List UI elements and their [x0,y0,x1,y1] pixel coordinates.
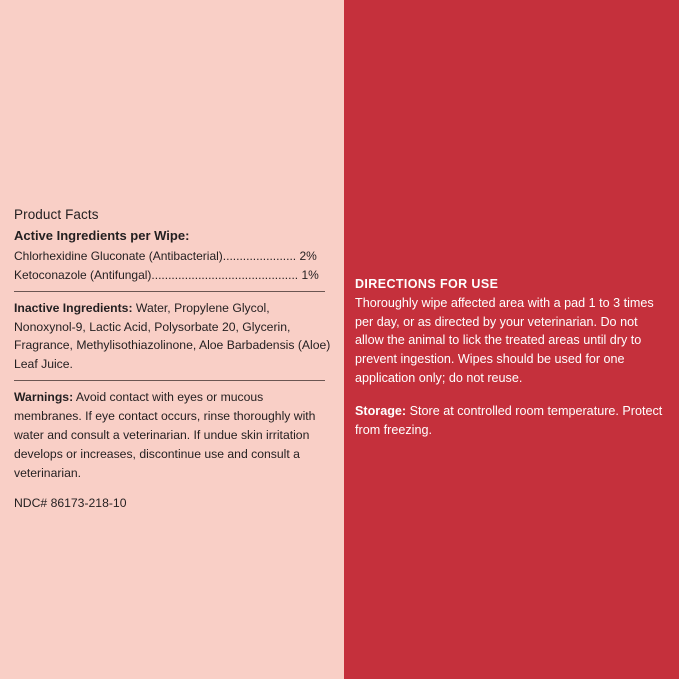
divider-rule [14,291,325,292]
active-ingredient-item: Ketoconazole (Antifungal)............................................ 1% [14,267,319,282]
left-panel-content [14,205,332,510]
divider-rule [14,380,325,381]
storage-text: Store at controlled room temperature. Protect from freezing. [355,404,663,437]
right-panel-content [355,277,667,439]
storage-block [355,402,667,439]
active-ingredients-heading: Active Ingredients per Wipe: [14,227,190,243]
product-facts-title: Product Facts [14,207,99,222]
inactive-ingredients-block [14,299,332,373]
directions-for-use-heading: DIRECTIONS FOR USE [355,277,499,291]
warnings-text: Avoid contact with eyes or mucous membranes. If eye contact occurs, rinse thoroughly with water and consult a veterinarian. If undue skin irritation develops or increases, discontinue use and consult a veterinarian. [14,390,316,481]
storage-label: Storage: [355,404,407,419]
warnings-label: Warnings: [14,390,74,405]
active-ingredient-item: Chlorhexidine Gluconate (Antibacterial)...................... 2% [14,249,317,264]
right-panel-directions [344,0,679,679]
warnings-block [14,388,332,483]
ndc-number: NDC# 86173-218-10 [14,495,127,510]
inactive-ingredients-label: Inactive Ingredients: [14,301,133,316]
inactive-ingredients-text: Water, Propylene Glycol, Nonoxynol-9, Lactic Acid, Polysorbate 20, Glycerin, Fragrance, Methylisothiazolinone, Aloe Barbadensis (Aloe) Leaf Juice. [14,301,331,371]
directions-for-use-text: Thoroughly wipe affected area with a pad 1 to 3 times per day, or as directed by your veterinarian. Do not allow the animal to lick the treated areas until dry to prevent ingestion. Wipes should be used for one application only; do not reuse. [355,296,654,385]
